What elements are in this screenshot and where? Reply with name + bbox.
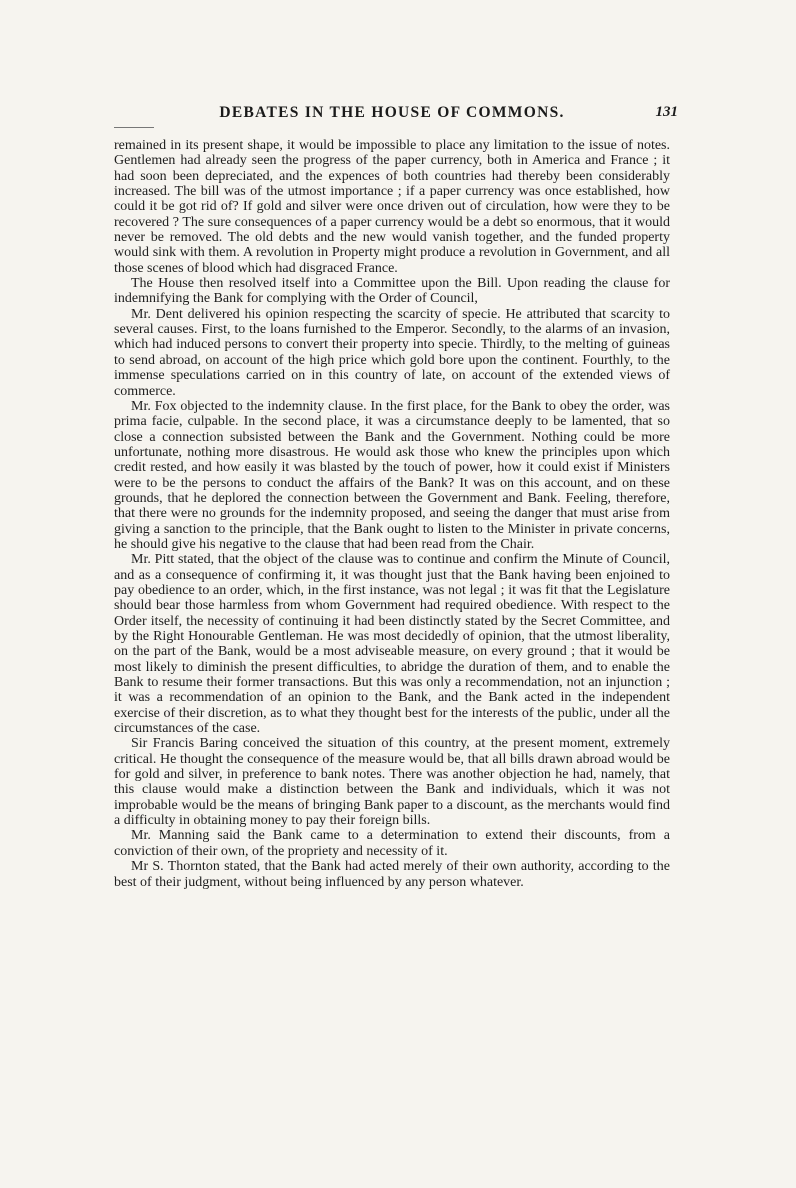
paragraph: Mr S. Thornton stated, that the Bank had acted merely of their own authority, according to the best of their judgment, without being influenced by any person whatever. (114, 859, 670, 890)
running-title: DEBATES IN THE HOUSE OF COMMONS. (219, 104, 565, 121)
paragraph: Mr. Dent delivered his opinion respecting the scarcity of specie. He attributed that scarcity to several causes. First, to the loans furnished to the Emperor. Secondly, to the alarms of an invasion, which had induced persons to convert their property into specie. Thirdly, to the melting of guineas to send abroad, on account of the high price which gold bore upon the continent. Fourthly, to the immense speculations carried on in this country of late, on account of the extended views of commerce. (114, 306, 670, 399)
paragraph: The House then resolved itself into a Committee upon the Bill. Upon reading the clause for indemnifying the Bank for complying with the Order of Council, (114, 276, 670, 307)
running-header (114, 104, 678, 124)
page-number: 131 (655, 104, 678, 120)
paragraph: Mr. Manning said the Bank came to a determination to extend their discounts, from a conviction of their own, of the propriety and necessity of it. (114, 828, 670, 859)
body-text (114, 138, 670, 890)
paragraph: Mr. Fox objected to the indemnity clause. In the first place, for the Bank to obey the order, was prima facie, culpable. In the second place, it was a circumstance deeply to be lamented, that so close a connection subsisted between the Bank and the Government. Nothing could be more unfortunate, nothing more disastrous. He would ask those who knew the principles upon which credit rested, and how easily it was blasted by the touch of power, how it could exist if Ministers were to be the persons to conduct the affairs of the Bank? It was on this account, and on these grounds, that he deplored the connection between the Government and Bank. Feeling, therefore, that there were no grounds for the indemnity proposed, and seeing the danger that must arise from giving a sanction to the principle, that the Bank ought to listen to the Minister in private concerns, he should give his negative to the clause that had been read from the Chair. (114, 398, 670, 552)
paragraph: Sir Francis Baring conceived the situation of this country, at the present moment, extremely critical. He thought the consequence of the measure would be, that all bills drawn abroad would be for gold and silver, in preference to bank notes. There was another objection he had, namely, that this clause would make a distinction between the Bank and individuals, which it was not improbable would be the means of bringing Bank paper to a discount, as the merchants would find a difficulty in obtaining money to pay their foreign bills. (114, 736, 670, 829)
paragraph: Mr. Pitt stated, that the object of the clause was to continue and confirm the Minute of Council, and as a consequence of confirming it, it was thought just that the Bank having been enjoined to pay obedience to an order, which, in the first instance, was not legal ; it was fit that the Legislature should bear those harmless from whom Government had required obedience. With respect to the Order itself, the necessity of continuing it had been distinctly stated by the Secret Committee, and by the Right Honourable Gentleman. He was most decidedly of opinion, that the utmost liberality, on the part of the Bank, would be a most adviseable measure, on every ground ; that it would be most likely to diminish the present difficulties, to abridge the duration of them, and to enable the Bank to resume their former transactions. But this was only a recommendation, not an injunction ; it was a recommendation of an opinion to the Bank, and the Bank acted in the independent exercise of their discretion, as to what they thought best for the interests of the public, under all the circumstances of the case. (114, 552, 670, 737)
header-rule (114, 127, 154, 128)
paragraph: remained in its present shape, it would be impossible to place any limitation to the issue of notes. Gentlemen had already seen the progress of the paper currency, both in America and France ; it had soon been depreciated, and the expences of both countries had thereby been considerably increased. The bill was of the utmost importance ; if a paper currency was once established, how could it be got rid of? If gold and silver were once driven out of circulation, how were they to be recovered ? The sure consequences of a paper currency would be a debt so enormous, that it would never be removed. The old debts and the new would vanish together, and the funded property would sink with them. A revolution in Property might produce a revolution in Government, and all those scenes of blood which had disgraced France. (114, 138, 670, 276)
